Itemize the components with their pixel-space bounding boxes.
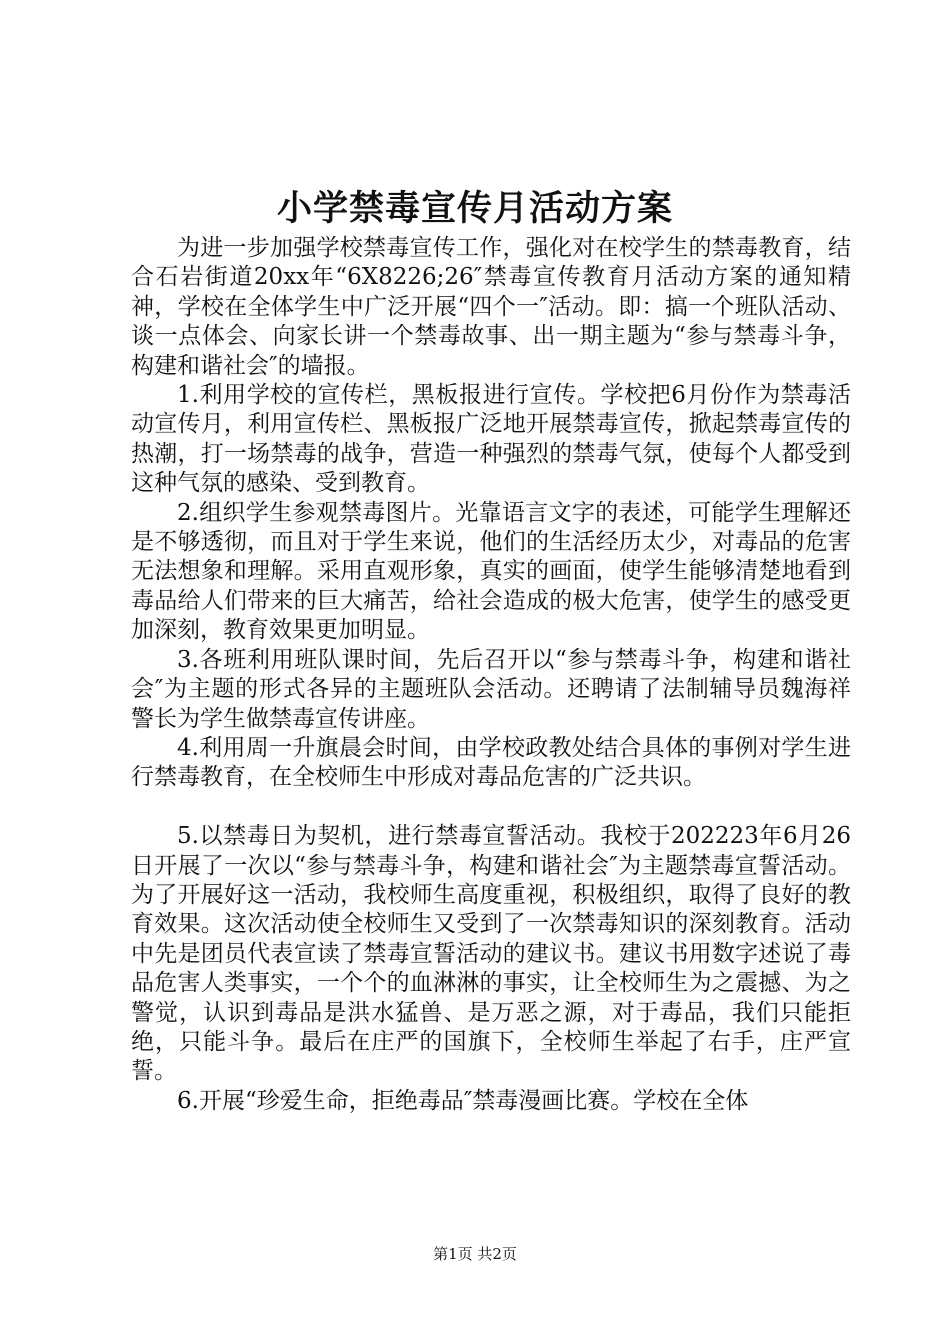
item-4-paragraph: 4.利用周一升旗晨会时间，由学校政教处结合具体的事例对学生进行禁毒教育，在全校师生中形成对毒品危害的广泛共识。	[131, 734, 851, 791]
intro-paragraph: 为进一步加强学校禁毒宣传工作，强化对在校学生的禁毒教育，结合石岩街道20xx年“6X8226;26″禁毒宣传教育月活动方案的通知精神，学校在全体学生中广泛开展“四个一″活动。即：搞一个班队活动、谈一点体会、向家长讲一个禁毒故事、出一期主题为“参与禁毒斗争，构建和谐社会″的墙报。	[131, 235, 851, 379]
blank-line	[131, 793, 851, 822]
document-title: 小学禁毒宣传月活动方案	[276, 188, 673, 229]
item-1-paragraph: 1.利用学校的宣传栏，黑板报进行宣传。学校把6月份作为禁毒活动宣传月，利用宣传栏、黑板报广泛地开展禁毒宣传，掀起禁毒宣传的热潮，打一场禁毒的战争，营造一种强烈的禁毒气氛，使每个人都受到这种气氛的感染、受到教育。	[131, 382, 851, 497]
item-2-paragraph: 2.组织学生参观禁毒图片。光靠语言文字的表述，可能学生理解还是不够透彻，而且对于学生来说，他们的生活经历太少，对毒品的危害无法想象和理解。采用直观形象，真实的画面，使学生能够清楚地看到毒品给人们带来的巨大痛苦，给社会造成的极大危害，使学生的感受更加深刻，教育效果更加明显。	[131, 499, 851, 644]
document-body	[131, 234, 851, 1116]
item-6-paragraph: 6.开展“珍爱生命，拒绝毒品″禁毒漫画比赛。学校在全体	[177, 1087, 749, 1114]
page-footer: 第1页 共2页	[433, 1245, 517, 1263]
item-3-paragraph: 3.各班利用班队课时间，先后召开以“参与禁毒斗争，构建和谐社会″为主题的形式各异的主题班队会活动。还聘请了法制辅导员魏海祥警长为学生做禁毒宣传讲座。	[131, 646, 851, 732]
item-5-paragraph: 5.以禁毒日为契机，进行禁毒宣誓活动。我校于202223年6月26日开展了一次以“参与禁毒斗争，构建和谐社会″为主题禁毒宣誓活动。为了开展好这一活动，我校师生高度重视，积极组织，取得了良好的教育效果。这次活动使全校师生又受到了一次禁毒知识的深刻教育。活动中先是团员代表宣读了禁毒宣誓活动的建议书。建议书用数字述说了毒品危害人类事实，一个个的血淋淋的事实，让全校师生为之震撼、为之警觉，认识到毒品是洪水猛兽、是万恶之源，对于毒品，我们只能拒绝，只能斗争。最后在庄严的国旗下，全校师生举起了右手，庄严宣誓。	[131, 823, 851, 1085]
